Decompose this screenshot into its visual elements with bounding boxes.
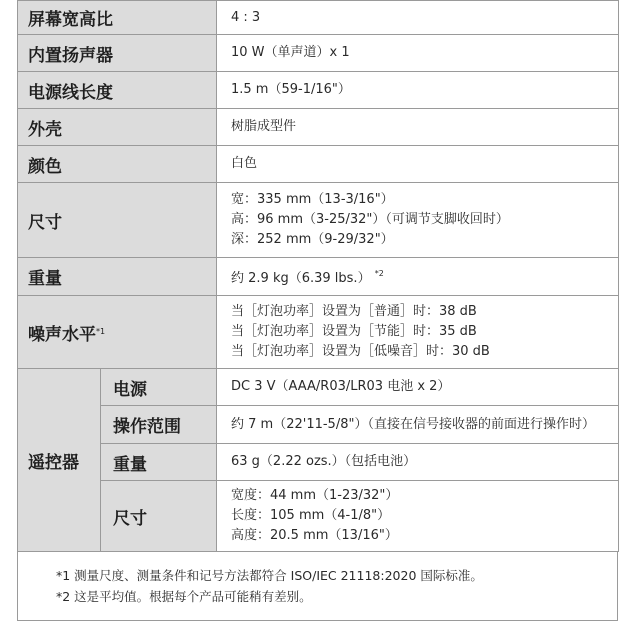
- value-line: 高：96 mm（3-25/32"）（可调节支脚收回时）: [231, 212, 509, 227]
- row-value: 约 7 m（22'11-5/8"）（直接在信号接收器的前面进行操作时）: [217, 406, 619, 444]
- spec-row-remote-dimensions: [18, 481, 619, 552]
- label-text: 噪声水平: [28, 324, 96, 345]
- value-text: 约 2.9 kg（6.39 lbs.）: [231, 271, 371, 286]
- value-line: 当［灯泡功率］设置为［节能］时：35 dB: [231, 324, 477, 339]
- value-line: 长度：105 mm（4-1/8"）: [231, 508, 391, 523]
- remote-group-label: 遥控器: [18, 369, 101, 552]
- value-line: 高度：20.5 mm（13/16"）: [231, 528, 398, 543]
- spec-table: [17, 0, 619, 552]
- footnote-2: *2 这是平均值。根据每个产品可能稍有差别。: [56, 589, 312, 604]
- row-label: 尺寸: [18, 183, 217, 258]
- row-label: 操作范围: [101, 406, 217, 444]
- spec-row-cord-length: [18, 72, 619, 109]
- row-label: 外壳: [18, 109, 217, 146]
- row-value: [217, 481, 619, 552]
- value-line: 深：252 mm（9-29/32"）: [231, 232, 394, 247]
- row-value: 63 g（2.22 ozs.）（包括电池）: [217, 444, 619, 481]
- value-line: 宽度：44 mm（1-23/32"）: [231, 488, 399, 503]
- row-label: 电源线长度: [18, 72, 217, 109]
- spec-row-remote-weight: [18, 444, 619, 481]
- row-label: 屏幕宽高比: [18, 1, 217, 35]
- row-value: 1.5 m（59-1/16"）: [217, 72, 619, 109]
- row-value: 树脂成型件: [217, 109, 619, 146]
- row-label: 重量: [101, 444, 217, 481]
- footnotes: [56, 565, 483, 607]
- spec-row-housing: [18, 109, 619, 146]
- row-value: [217, 258, 619, 296]
- row-value: 白色: [217, 146, 619, 183]
- spec-row-remote-range: [18, 406, 619, 444]
- row-value: DC 3 V（AAA/R03/LR03 电池 x 2）: [217, 369, 619, 406]
- value-line: 当［灯泡功率］设置为［低噪音］时：30 dB: [231, 344, 490, 359]
- value-line: 当［灯泡功率］设置为［普通］时：38 dB: [231, 304, 477, 319]
- spec-row-aspect-ratio: [18, 1, 619, 35]
- row-label: [18, 296, 217, 369]
- spec-row-noise-level: [18, 296, 619, 369]
- spec-row-color: [18, 146, 619, 183]
- spec-row-weight: [18, 258, 619, 296]
- row-label: 电源: [101, 369, 217, 406]
- spec-row-speaker: [18, 35, 619, 72]
- row-label: 颜色: [18, 146, 217, 183]
- spec-row-remote-power: [18, 369, 619, 406]
- row-label: 尺寸: [101, 481, 217, 552]
- footnote-mark: *1: [96, 326, 106, 336]
- footnote-1: *1 测量尺度、测量条件和记号方法都符合 ISO/IEC 21118:2020 国际标准。: [56, 568, 483, 583]
- row-value: [217, 183, 619, 258]
- row-value: 10 W（单声道）x 1: [217, 35, 619, 72]
- spec-row-dimensions: [18, 183, 619, 258]
- row-value: [217, 296, 619, 369]
- value-line: 宽：335 mm（13-3/16"）: [231, 192, 394, 207]
- row-label: 内置扬声器: [18, 35, 217, 72]
- row-value: 4 : 3: [217, 1, 619, 35]
- row-label: 重量: [18, 258, 217, 296]
- footnote-mark: *2: [374, 269, 384, 278]
